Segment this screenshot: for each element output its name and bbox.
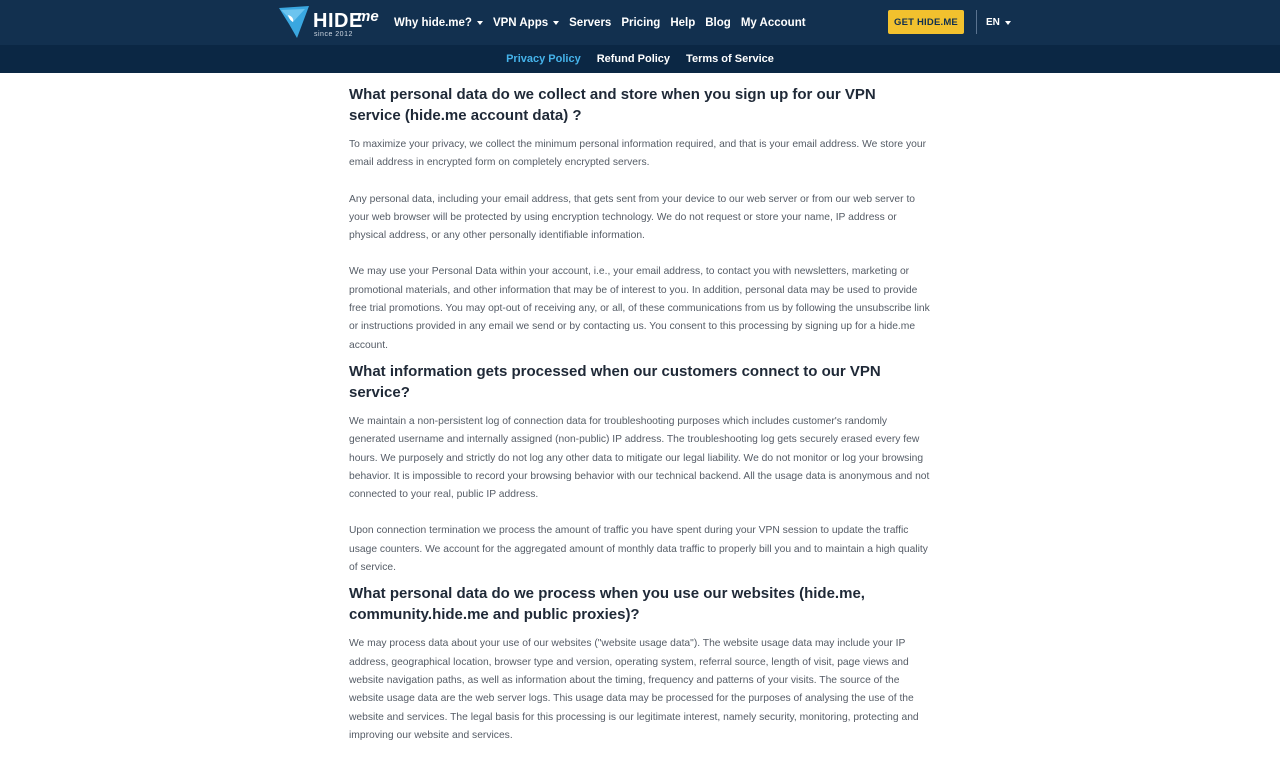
top-navigation-bar [0,0,1280,45]
nav-label: Blog [705,16,731,29]
section-heading-account-data: What personal data do we collect and store when you sign up for our VPN service (hide.me account data) ? [349,86,876,124]
logo-tagline: since 2012 [314,31,353,38]
paragraph: We may process data about your use of our websites ("website usage data"). The website usage data may include your IP address, geographical location, browser type and version, operating system, referral source, length of visit, page views and website navigation paths, as well as information about the timing, frequency and patterns of your visits. The source of the website usage data are the web server logs. This usage data may be processed for the purposes of analysing the use of the website and services. The legal basis for this processing is our legitimate interest, namely security, monitoring, protecting and improving our website and services. [349,638,919,741]
nav-blog[interactable] [705,17,731,29]
nav-pricing[interactable] [621,17,660,29]
paragraph: Upon connection termination we process the amount of traffic you have spent during your VPN session to update the traffic usage counters. We account for the aggregated amount of monthly data traffic to properly bill you and to maintain a high quality of service. [349,525,928,574]
chevron-down-icon [1005,21,1011,25]
legal-subnav-bar [0,45,1280,73]
legal-subnav [0,45,1280,73]
chevron-down-icon [553,21,559,25]
section-heading-vpn-connection: What information gets processed when our customers connect to our VPN service? [349,362,881,401]
nav-why-hide-me[interactable] [394,17,483,29]
nav-label: My Account [740,16,806,29]
tab-refund-policy[interactable]: Refund Policy [596,53,671,65]
logo-suffix: me [357,8,379,25]
nav-vpn-apps[interactable] [493,17,559,29]
hide-me-logo[interactable] [275,4,385,40]
chevron-down-icon [477,21,483,25]
nav-help[interactable] [670,17,695,29]
nav-my-account[interactable] [741,17,806,29]
main-nav [394,0,816,45]
header-divider [976,10,977,34]
logo-wordmark: HIDE [313,10,363,32]
tab-privacy-policy[interactable]: Privacy Policy [506,53,581,65]
logo-mark-icon [275,4,311,40]
nav-label: Servers [569,16,612,29]
nav-label: VPN Apps [492,16,549,29]
privacy-policy-content [349,84,931,763]
paragraph: We may use your Personal Data within your account, i.e., your email address, to contact you with newsletters, marketing or promotional materials, and other information that may be of interest to you. In addition, personal data may be used to provide free trial promotions. You may opt-out of receiving any, or all, of these communications from us by following the unsubscribe link or instructions provided in any email we send or by contacting us. You consent to this processing by signing up for a hide.me account. [349,266,930,351]
paragraph: Any personal data, including your email address, that gets sent from your device to our web server or from our web server to your web browser will be protected by using encryption technology. We do not request or store your name, IP address or physical address, or any other personally identifiable information. [349,193,916,242]
language-label: EN [986,17,1000,28]
nav-servers[interactable] [569,17,611,29]
paragraph: We maintain a non-persistent log of connection data for troubleshooting purposes which includes customer's randomly generated username and internally assigned (non-public) IP address. The troubleshooting log gets securely erased every few hours. We purposely and strictly do not log any other data to mitigate our legal liability. We do not monitor or log your browsing behavior. It is impossible to record your browsing behavior with our technical backend. All the usage data is anonymous and not connected to your real, public IP address. [349,415,930,501]
tab-terms-of-service[interactable]: Terms of Service [686,53,774,65]
language-selector[interactable] [986,0,1011,45]
nav-label: Help [670,16,696,29]
section-heading-website-usage: What personal data do we process when you use our websites (hide.me, community.hide.me and public proxies)? [349,585,865,624]
nav-label: Why hide.me? [394,16,472,29]
nav-label: Pricing [621,16,661,29]
get-hide-me-button[interactable]: GET HIDE.ME [888,10,964,34]
paragraph: To maximize your privacy, we collect the minimum personal information required, and that is your email address. We store your email address in encrypted form on completely encrypted servers. [349,139,927,169]
